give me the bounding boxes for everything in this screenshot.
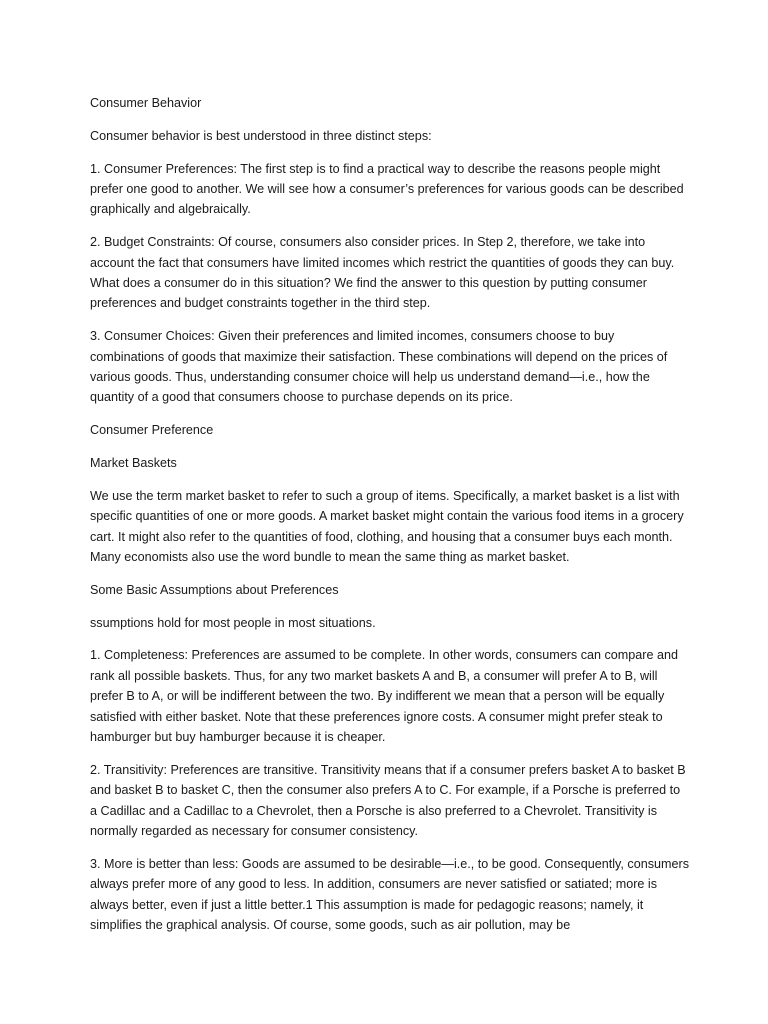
section-heading-consumer-preference: Consumer Preference xyxy=(90,423,214,438)
step-consumer-preferences: 1. Consumer Preferences: The first step is to find a practical way to describe the reasons people might prefer one good to another. We will see how a consumer’s preferences for various goods can be described graphically and algebraically. xyxy=(90,161,684,217)
assumption-more-is-better: 3. More is better than less: Goods are assumed to be desirable—i.e., to be good. Consequently, consumers always prefer more of any good to less. In addition, consumers are never satisfied or satiated; more is always better, even if just a little better.1 This assumption is made for pedagogic reasons; namely, it simplifies the graphical analysis. Of course, some goods, such as air pollution, may be xyxy=(90,856,689,933)
document-body xyxy=(90,93,690,948)
step-consumer-choices: 3. Consumer Choices: Given their preferences and limited incomes, consumers choose to buy combinations of goods that maximize their satisfaction. These combinations will depend on the prices of various goods. Thus, understanding consumer choice will help us understand demand—i.e., how the quantity of a good that consumers choose to purchase depends on its price. xyxy=(90,329,668,405)
assumption-transitivity: 2. Transitivity: Preferences are transitive. Transitivity means that if a consumer prefers basket A to basket B and basket B to basket C, then the consumer also prefers A to C. For example, if a Porsche is preferred to a Cadillac and a Cadillac to a Chevrolet, then a Porsche is also preferred to a Chevrolet. Transitivity is normally regarded as necessary for consumer consistency. xyxy=(90,762,686,839)
section-heading-assumptions: Some Basic Assumptions about Preferences xyxy=(90,582,339,597)
assumption-completeness: 1. Completeness: Preferences are assumed to be complete. In other words, consumers can compare and rank all possible baskets. Thus, for any two market baskets A and B, a consumer will prefer A to B, will prefer B to A, or will be indifferent between the two. By indifferent we mean that a person will be equally satisfied with either basket. Note that these preferences ignore costs. A consumer might prefer steak to hamburger but buy hamburger because it is cheaper. xyxy=(90,648,679,745)
step-budget-constraints: 2. Budget Constraints: Of course, consumers also consider prices. In Step 2, therefore, we take into account the fact that consumers have limited incomes which restrict the quantities of goods they can buy. What does a consumer do in this situation? We find the answer to this question by putting consumer preferences and budget constraints together in the third step. xyxy=(90,235,675,311)
assumptions-intro: ssumptions hold for most people in most situations. xyxy=(90,615,376,630)
section-heading-market-baskets: Market Baskets xyxy=(90,456,177,471)
intro-paragraph: Consumer behavior is best understood in three distinct steps: xyxy=(90,128,432,143)
document-title: Consumer Behavior xyxy=(90,96,202,110)
market-basket-paragraph: We use the term market basket to refer to such a group of items. Specifically, a market basket is a list with specific quantities of one or more goods. A market basket might contain the various food items in a grocery cart. It might also refer to the quantities of food, clothing, and housing that a consumer buys each month. Many economists also use the word bundle to mean the same thing as market basket. xyxy=(90,488,684,565)
